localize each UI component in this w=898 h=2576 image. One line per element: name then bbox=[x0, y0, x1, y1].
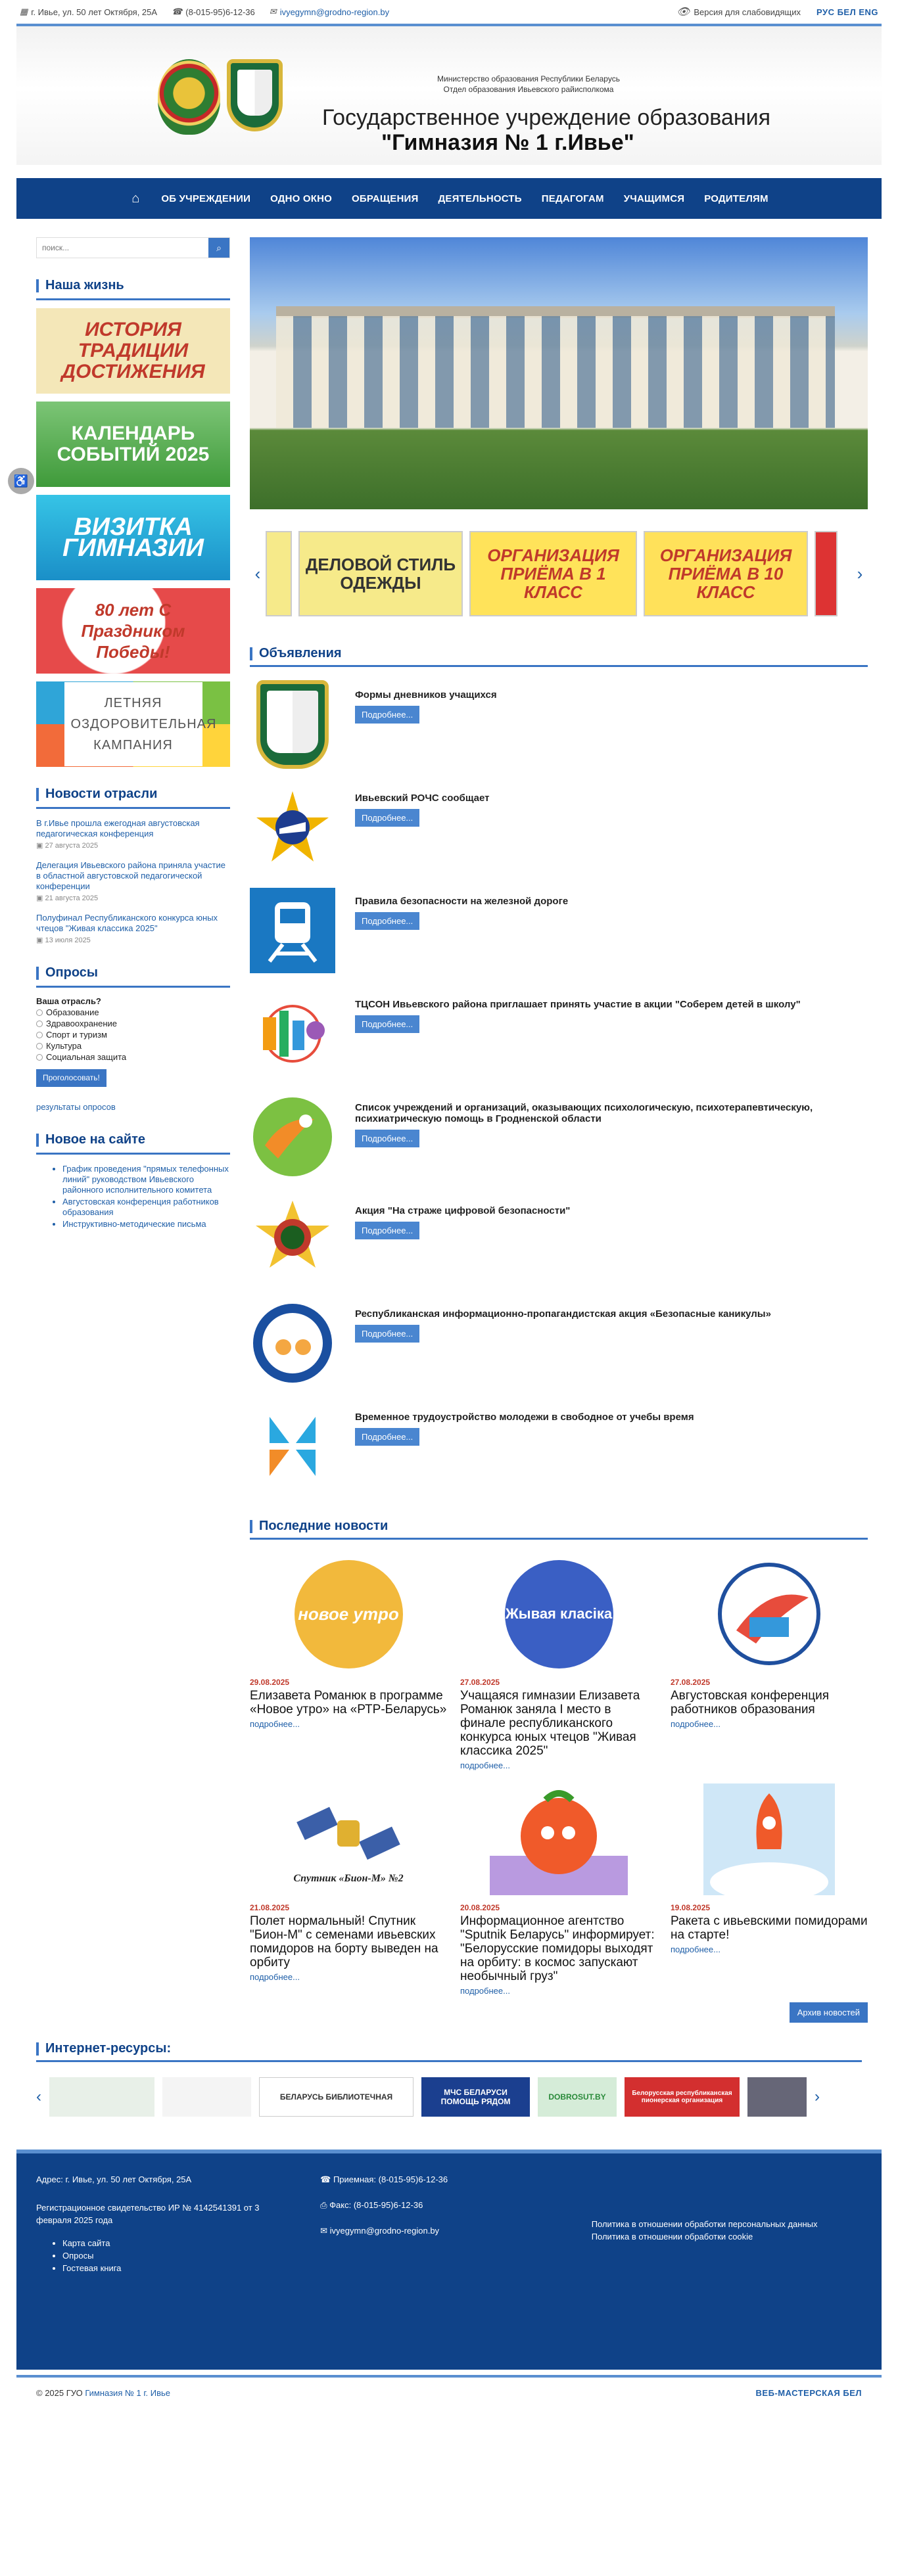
slide-admission-1[interactable]: ОРГАНИЗАЦИЯ ПРИЁМА В 1 КЛАСС bbox=[469, 531, 637, 616]
more-link[interactable]: подробнее... bbox=[250, 1972, 300, 1982]
slide-dress-code[interactable]: ДЕЛОВОЙ СТИЛЬ ОДЕЖДЫ bbox=[298, 531, 463, 616]
announcement-item: Список учреждений и организаций, оказывающих психологическую, психотерапевтическую, психиатрическую помощь в Гродненской области Подробнее... bbox=[250, 1094, 868, 1183]
search-icon[interactable]: ⌕ bbox=[208, 238, 229, 258]
news-card: новое утро 29.08.2025 Елизавета Романюк в программе «Новое утро» на «РТР-Беларусь» подробнее... bbox=[250, 1558, 447, 1770]
railway-icon[interactable] bbox=[250, 888, 335, 973]
low-vision-link[interactable]: 👁 Версия для слабовидящих bbox=[676, 7, 801, 18]
resource-banner[interactable] bbox=[162, 2077, 251, 2117]
list-item[interactable]: • Инструктивно-методические письма bbox=[62, 1219, 230, 1230]
news-card: 27.08.2025 Августовская конференция работников образования подробнее... bbox=[671, 1558, 868, 1770]
resource-banner[interactable]: Белорусская республиканская пионерская организация bbox=[625, 2077, 740, 2117]
news-card: 20.08.2025 Информационное агентство "Sputnik Беларусь" информирует: "Белорусские помидоры выходят на орбиту: в космос запускают необычный груз" подробнее... bbox=[460, 1783, 657, 1996]
search-input[interactable] bbox=[37, 238, 208, 258]
more-button[interactable]: Подробнее... bbox=[355, 1222, 419, 1239]
nav-activity[interactable]: ДЕЯТЕЛЬНОСТЬ bbox=[438, 193, 522, 204]
gymnasium-logo-icon[interactable] bbox=[250, 681, 335, 767]
news-image[interactable]: новое утро bbox=[250, 1558, 447, 1670]
more-button[interactable]: Подробнее... bbox=[355, 706, 419, 724]
resource-banner[interactable] bbox=[747, 2077, 807, 2117]
internet-resources bbox=[16, 2041, 882, 2120]
site-title-line2: "Гимназия № 1 г.Ивье" bbox=[381, 130, 634, 155]
announcement-item: Формы дневников учащихся Подробнее... bbox=[250, 681, 868, 770]
new-on-site-title: Новое на сайте bbox=[36, 1132, 230, 1155]
footer-link[interactable]: • Гостевая книга bbox=[62, 2262, 281, 2274]
footer-link[interactable]: • Карта сайта bbox=[62, 2237, 281, 2249]
nav-students[interactable]: УЧАЩИМСЯ bbox=[623, 193, 685, 204]
more-button[interactable]: Подробнее... bbox=[355, 1325, 419, 1343]
list-item[interactable]: • Августовская конференция работников образования bbox=[62, 1197, 230, 1218]
chevron-left-icon[interactable]: ‹ bbox=[36, 2088, 41, 2105]
phone-text: (8-015-95)6-12-36 bbox=[185, 7, 255, 17]
accessibility-icon[interactable]: ♿ bbox=[8, 468, 34, 494]
more-button[interactable]: Подробнее... bbox=[355, 1015, 419, 1033]
main-nav bbox=[16, 178, 882, 219]
latest-news-title: Последние новости bbox=[250, 1519, 868, 1540]
list-item: Полуфинал Республиканского конкурса юных чтецов "Живая классика 2025" ▣ 13 июля 2025 bbox=[36, 913, 218, 944]
slide-partial[interactable] bbox=[266, 531, 292, 616]
search-form bbox=[36, 237, 230, 258]
chevron-left-icon[interactable]: ‹ bbox=[254, 563, 261, 584]
sidebar bbox=[36, 237, 230, 2023]
privacy-policy-link[interactable]: Политика в отношении обработки персональных данных bbox=[591, 2219, 818, 2229]
calendar-icon: ▣ bbox=[36, 936, 45, 944]
resource-banner[interactable]: БЕЛАРУСЬ БИБЛИОТЕЧНАЯ bbox=[259, 2077, 414, 2117]
news-image[interactable] bbox=[671, 1558, 868, 1670]
announcements-title: Объявления bbox=[250, 646, 868, 667]
history-banner[interactable]: ИСТОРИЯ ТРАДИЦИИ ДОСТИЖЕНИЯ bbox=[36, 308, 230, 394]
calendar-icon: ▣ bbox=[36, 894, 45, 902]
site-footer: Адрес: г. Ивье, ул. 50 лет Октября, 25А Регистрационное свидетельство ИР № 4142541391 от 3 февраля 2025 года • Карта сайта • Опросы • Гостевая книга ☎ Приемная: (8-015-95)6-12-36 ⎙ Факс: (8-015-95)6-12-36 ✉ ivyegymn@grodno-region.by Политика в отношении обработки персональных данных Политика в отношении обработки cookie bbox=[16, 2150, 882, 2370]
slide-partial[interactable] bbox=[815, 531, 838, 616]
news-archive-button[interactable]: Архив новостей bbox=[790, 2002, 868, 2023]
copyright-bar: © 2025 ГУО Гимназия № 1 г. Ивье ВЕБ-МАСТЕРСКАЯ БЕЛ bbox=[16, 2375, 882, 2408]
poll-option[interactable]: Спорт и туризм bbox=[36, 1029, 230, 1040]
nav-appeals[interactable]: ОБРАЩЕНИЯ bbox=[352, 193, 419, 204]
home-icon[interactable]: ⌂ bbox=[131, 191, 140, 206]
top-bar bbox=[0, 0, 898, 24]
address-text: г. Ивье, ул. 50 лет Октября, 25А bbox=[31, 7, 158, 17]
summer-campaign-banner[interactable]: ЛЕТНЯЯ ОЗДОРОВИТЕЛЬНАЯ КАМПАНИЯ bbox=[36, 681, 230, 767]
victory-banner[interactable]: 80 лет С Праздником Победы! bbox=[36, 588, 230, 674]
calendar-banner[interactable]: КАЛЕНДАРЬ СОБЫТИЙ 2025 bbox=[36, 402, 230, 487]
phone-icon: ☎ bbox=[172, 7, 183, 16]
announcement-item: Акция "На страже цифровой безопасности" Подробнее... bbox=[250, 1197, 868, 1286]
news-image[interactable]: Жывая класіка bbox=[460, 1558, 657, 1670]
announcement-item: Правила безопасности на железной дороге Подробнее... bbox=[250, 888, 868, 977]
announcement-item: ТЦСОН Ивьевского района приглашает принять участие в акции "Соберем детей в школу" Подробнее... bbox=[250, 991, 868, 1080]
language-switch[interactable]: РУС БЕЛ ENG bbox=[816, 7, 878, 17]
fax-icon: ⎙ bbox=[320, 2200, 330, 2210]
phone-icon: ☎ bbox=[320, 2174, 333, 2184]
news-image[interactable] bbox=[671, 1783, 868, 1895]
developer-link[interactable]: ВЕБ-МАСТЕРСКАЯ БЕЛ bbox=[755, 2387, 862, 2398]
latest-news-grid bbox=[250, 1558, 868, 1996]
cyber-security-icon[interactable] bbox=[250, 1197, 335, 1283]
news-card: 19.08.2025 Ракета с ивьевскими помидорами на старте! подробнее... bbox=[671, 1783, 868, 1996]
chevron-right-icon[interactable]: › bbox=[857, 563, 863, 584]
more-link[interactable]: подробнее... bbox=[250, 1719, 300, 1729]
poll-question: Ваша отрасль? bbox=[36, 996, 101, 1006]
ministry-text: Министерство образования Республики Беларусь Отдел образования Ивьевского райисполкома bbox=[437, 74, 620, 94]
more-button[interactable]: Подробнее... bbox=[355, 809, 419, 827]
mail-icon: ✉ bbox=[269, 7, 277, 16]
site-header bbox=[16, 24, 882, 165]
more-button[interactable]: Подробнее... bbox=[355, 1130, 419, 1147]
nav-parents[interactable]: РОДИТЕЛЯМ bbox=[704, 193, 768, 204]
footer-link[interactable]: • Опросы bbox=[62, 2249, 281, 2262]
email-link[interactable]: ivyegymn@grodno-region.by bbox=[279, 7, 390, 17]
news-card: Спутник «Бион-М» №2 21.08.2025 Полет нормальный! Спутник "Бион-М" с семенами ивьевских помидоров на борту выведен на орбиту подробнее... bbox=[250, 1783, 447, 1996]
radio-icon[interactable] bbox=[36, 1043, 43, 1049]
announcement-item: Республиканская информационно-пропагандистская акция «Безопасные каникулы» Подробнее... bbox=[250, 1300, 868, 1389]
more-button[interactable]: Подробнее... bbox=[355, 1428, 419, 1446]
list-item[interactable]: • График проведения "прямых телефонных линий" руководством Ивьевского районного исполнительного комитета bbox=[62, 1164, 230, 1195]
poll-option[interactable]: Образование bbox=[36, 1007, 230, 1018]
helping-hands-icon[interactable] bbox=[250, 1094, 335, 1180]
nav-one-window[interactable]: ОДНО ОКНО bbox=[270, 193, 333, 204]
more-link[interactable]: подробнее... bbox=[671, 1944, 721, 1954]
industry-news-list bbox=[36, 818, 230, 946]
calendar-icon: ▣ bbox=[36, 842, 45, 850]
news-image[interactable]: Спутник «Бион-М» №2 bbox=[250, 1783, 447, 1895]
banner-slider bbox=[250, 528, 868, 620]
more-link[interactable]: подробнее... bbox=[671, 1719, 721, 1729]
announcement-item: Временное трудоустройство молодежи в свободное от учебы время Подробнее... bbox=[250, 1404, 868, 1492]
resource-banner[interactable]: МЧС БЕЛАРУСИ ПОМОЩЬ РЯДОМ bbox=[421, 2077, 530, 2117]
resource-banner[interactable]: DOBROSUT.BY bbox=[538, 2077, 617, 2117]
school-building-photo bbox=[250, 237, 868, 509]
mail-icon: ✉ bbox=[320, 2226, 330, 2236]
chevron-right-icon[interactable]: › bbox=[815, 2088, 820, 2105]
radio-icon[interactable] bbox=[36, 1021, 43, 1027]
radio-icon[interactable] bbox=[36, 1009, 43, 1016]
main-content bbox=[250, 237, 868, 2023]
vote-button[interactable]: Проголосовать! bbox=[36, 1069, 106, 1087]
nav-about[interactable]: ОБ УЧРЕЖДЕНИИ bbox=[161, 193, 251, 204]
copyright-link[interactable]: Гимназия № 1 г. Ивье bbox=[85, 2387, 171, 2398]
slide-admission-10[interactable]: ОРГАНИЗАЦИЯ ПРИЁМА В 10 КЛАСС bbox=[644, 531, 808, 616]
news-card: Жывая класіка 27.08.2025 Учащаяся гимназии Елизавета Романюк заняла I место в финале республиканского конкурса юных чтецов "Живая классика 2025" подробнее... bbox=[460, 1558, 657, 1770]
building-icon: ▦ bbox=[20, 7, 28, 16]
eye-icon: 👁 bbox=[676, 7, 690, 18]
radio-icon[interactable] bbox=[36, 1054, 43, 1061]
poll-form bbox=[36, 996, 230, 1113]
resource-banner[interactable] bbox=[49, 2077, 154, 2117]
announcement-item: Ивьевский РОЧС сообщает Подробнее... bbox=[250, 785, 868, 873]
cookie-policy-link[interactable]: Политика в отношении обработки cookie bbox=[591, 2232, 753, 2242]
radio-icon[interactable] bbox=[36, 1032, 43, 1038]
gymnasium-logo-icon[interactable] bbox=[227, 59, 283, 131]
poll-results-link[interactable]: результаты опросов bbox=[36, 1102, 116, 1112]
more-button[interactable]: Подробнее... bbox=[355, 912, 419, 930]
footer-registration: Регистрационное свидетельство ИР № 4142541391 от 3 февраля 2025 года bbox=[36, 2203, 260, 2225]
polls-title: Опросы bbox=[36, 965, 230, 988]
new-on-site-list bbox=[36, 1164, 230, 1230]
poll-option[interactable]: Социальная защита bbox=[36, 1051, 230, 1063]
list-item: В г.Ивье прошла ежегодная августовская педагогическая конференция ▣ 27 августа 2025 bbox=[36, 818, 200, 850]
emergency-service-icon[interactable] bbox=[250, 785, 335, 870]
state-emblem-icon bbox=[158, 59, 220, 135]
our-life-title: Наша жизнь bbox=[36, 278, 230, 300]
resources-title: Интернет-ресурсы: bbox=[36, 2041, 862, 2062]
industry-news-title: Новости отрасли bbox=[36, 787, 230, 809]
more-link[interactable]: подробнее... bbox=[460, 1986, 510, 1996]
safe-holidays-icon[interactable] bbox=[250, 1300, 335, 1386]
more-link[interactable]: подробнее... bbox=[460, 1760, 510, 1770]
nav-teachers[interactable]: ПЕДАГОГАМ bbox=[541, 193, 604, 204]
poll-option[interactable]: Здравоохранение bbox=[36, 1018, 230, 1029]
site-title-line1: Государственное учреждение образования bbox=[322, 105, 771, 130]
poll-option[interactable]: Культура bbox=[36, 1040, 230, 1051]
list-item: Делегация Ивьевского района приняла участие в областной августовской педагогической конференции ▣ 21 августа 2025 bbox=[36, 860, 225, 902]
footer-email[interactable]: ivyegymn@grodno-region.by bbox=[329, 2226, 440, 2236]
news-image[interactable] bbox=[460, 1783, 657, 1895]
footer-address: Адрес: г. Ивье, ул. 50 лет Октября, 25А bbox=[36, 2174, 192, 2184]
school-supplies-icon[interactable] bbox=[250, 991, 335, 1076]
gymnasium-card-banner[interactable]: ВИЗИТКА ГИМНАЗИИ bbox=[36, 495, 230, 580]
employment-icon[interactable] bbox=[250, 1404, 335, 1489]
